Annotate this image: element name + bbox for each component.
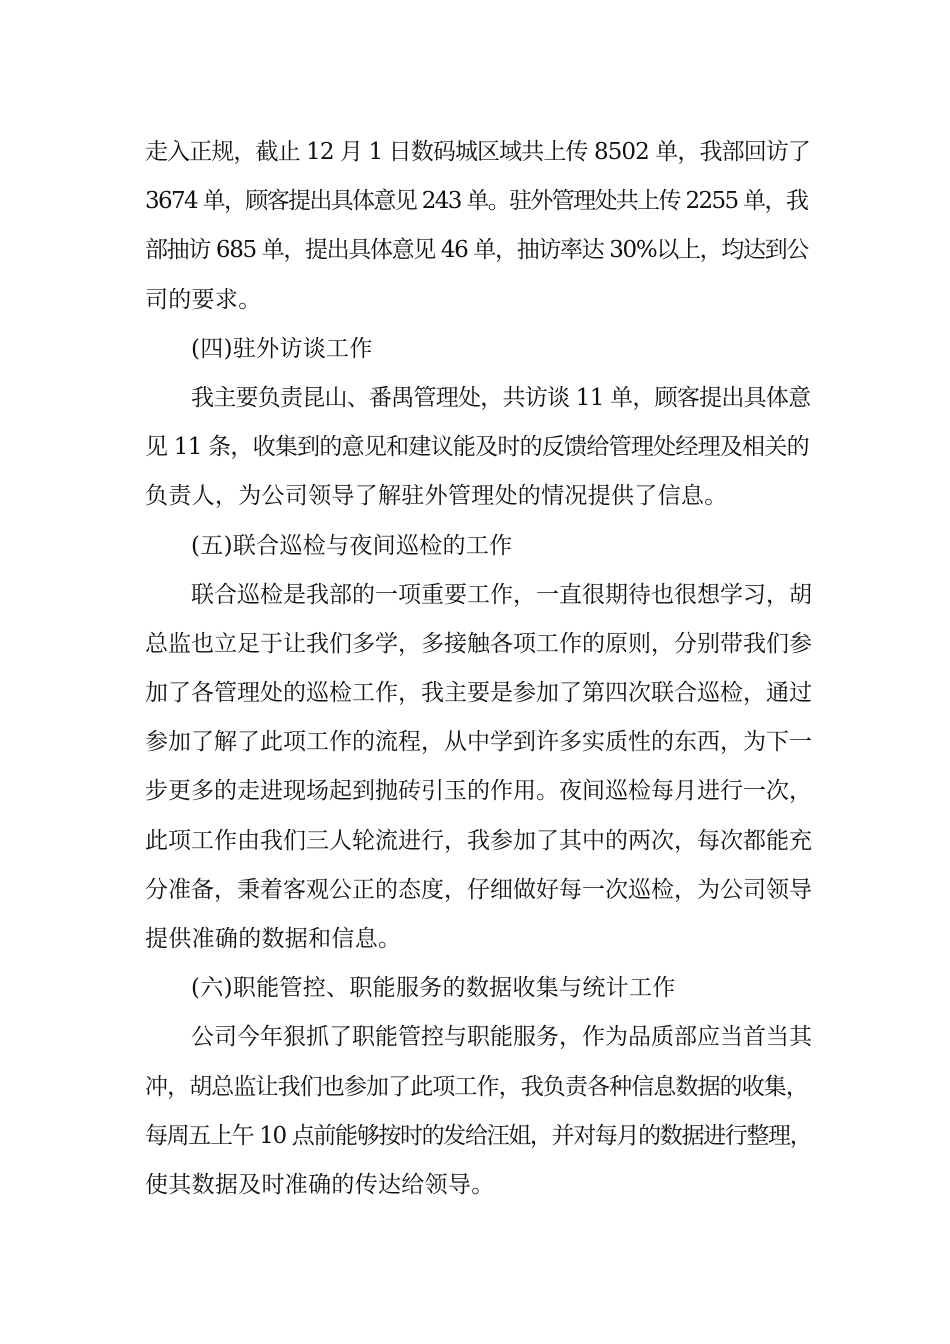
text-line: 部抽访 685 单，提出具体意见 46 单，抽访率达 30%以上，均达到公: [145, 237, 808, 264]
text-line: (五)联合巡检与夜间巡检的工作: [191, 532, 513, 559]
text-line: 参加了解了此项工作的流程，从中学到许多实质性的东西，为下一: [145, 729, 812, 756]
text-line: 负责人，为公司领导了解驻外管理处的情况提供了信息。: [145, 483, 728, 510]
text-line: 见 11 条，收集到的意见和建议能及时的反馈给管理处经理及相关的: [145, 434, 809, 461]
text-line: 提供准确的数据和信息。: [145, 926, 402, 952]
text-line: 我主要负责昆山、番禺管理处，共访谈 11 单，顾客提出具体意: [191, 384, 811, 411]
text-line: 3674 单，顾客提出具体意见 243 单。驻外管理处共上传 2255 单，我: [145, 188, 808, 215]
text-line: 公司今年狠抓了职能管控与职能服务，作为品质部应当首当其: [191, 1024, 812, 1051]
text-line: 每周五上午 10 点前能够按时的发给汪姐，并对每月的数据进行整理，: [145, 1122, 812, 1149]
text-line: 使其数据及时准确的传达给领导。: [145, 1171, 495, 1198]
text-line: 总监也立足于让我们多学，多接触各项工作的原则，分别带我们参: [145, 630, 812, 657]
text-line: (四)驻外访谈工作: [191, 335, 373, 362]
text-line: 走入正规，截止 12 月 1 日数码城区域共上传 8502 单，我部回访了: [145, 139, 810, 165]
body-text: [145, 128, 810, 1210]
text-line: 此项工作由我们三人轮流进行，我参加了其中的两次，每次都能充: [145, 827, 812, 854]
text-line: 冲，胡总监让我们也参加了此项工作，我负责各种信息数据的收集，: [145, 1073, 809, 1100]
text-line: 分准备，秉着客观公正的态度，仔细做好每一次巡检，为公司领导: [145, 876, 812, 903]
text-line: 步更多的走进现场起到抛砖引玉的作用。夜间巡检每月进行一次，: [145, 778, 812, 805]
text-line: 司的要求。: [145, 286, 262, 313]
text-line: 加了各管理处的巡检工作，我主要是参加了第四次联合巡检，通过: [145, 680, 812, 707]
text-line: 联合巡检是我部的一项重要工作，一直很期待也很想学习，胡: [191, 581, 812, 608]
text-line: (六)职能管控、职能服务的数据收集与统计工作: [191, 975, 676, 1002]
